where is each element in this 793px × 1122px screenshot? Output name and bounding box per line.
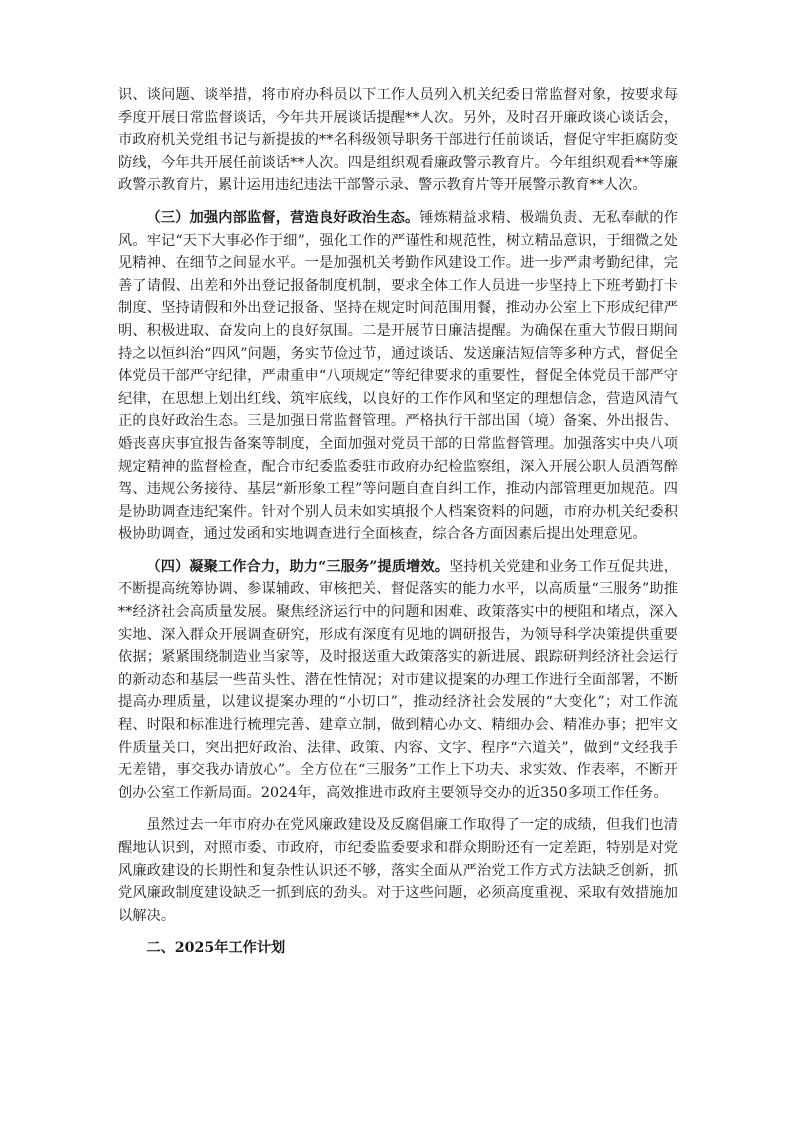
- paragraph-4: [118, 814, 678, 927]
- paragraph-2-lead: （三）加强内部监督，营造良好政治生态。: [146, 209, 420, 226]
- paragraph-3: [118, 556, 678, 805]
- paragraph-3-text: 坚持机关党建和业务工作互促共进，不断提高统筹协调、参谋辅政、审核把关、督促落实的能力水平，以高质量“三服务”助推**经济社会高质量发展。聚焦经济运行中的问题和困难、政策落实中的梗阻和堵点，深入实地、深入群众开展调查研究，形成有深度有见地的调研报告，为领导科学决策提供重要依据；紧紧围绕制造业当家等，及时报送重大政策落实的新进展、跟踪研判经济社会运行的新动态和基层一些苗头性、潜在性情况；对市建议提案的办理工作进行全面部署，不断提高办理质量，以建议提案办理的“小切口”，推动经济社会发展的“大变化”；对工作流程、时限和标准进行梳理完善、建章立制，做到精心办文、精细办会、精准办事；把牢文件质量关口，突出把好政治、法律、政策、内容、文字、程序“六道关”，做到“文经我手无差错，事交我办请放心”。全方位在“三服务”工作上下功夫、求实效、作表率，不断开创办公室工作新局面。2024年，高效推进市政府主要领导交办的近350多项工作任务。: [118, 558, 678, 801]
- paragraph-2-text: 锤炼精益求精、极端负责、无私奉献的作风。牢记“天下大事必作于细”，强化工作的严谨性和规范性，树立精品意识，于细微之处见精神、在细节之间显水平。一是加强机关考勤作风建设工作。进一步严肃考勤纪律，完善了请假、出差和外出登记报备制度机制，要求全体工作人员进一步坚持上下班考勤打卡制度、坚持请假和外出登记报备、坚持在规定时间范围用餐，推动办公室上下形成纪律严明、积极进取、奋发向上的良好氛围。二是开展节日廉洁提醒。为确保在重大节假日期间持之以恒纠治“四风”问题，务实节俭过节，通过谈话、发送廉洁短信等多种方式，督促全体党员干部严守纪律，严肃重申“八项规定”等纪律要求的重要性，督促全体党员干部严守纪律，在思想上划出红线、筑牢底线，以良好的工作作风和坚定的理想信念，营造风清气正的良好政治生态。三是加强日常监督管理。严格执行干部出国（境）备案、外出报告、婚丧喜庆事宜报告备案等制度，全面加强对党员干部的日常监督管理。加强落实中央八项规定精神的监督检查，配合市纪委监委驻市政府办纪检监察组，深入开展公职人员酒驾醉驾、违规公务接待、基层“新形象工程”等问题自查自纠工作，推动内部管理更加规范。四是协助调查违纪案件。针对个别人员未如实填报个人档案资料的问题，市府办机关纪委积极协助调查，通过发函和实地调查进行全面核查，综合各方面因素后提出处理意见。: [118, 209, 678, 543]
- paragraph-2: [118, 207, 678, 546]
- paragraph-1: [118, 84, 678, 197]
- section-heading: 二、2025年工作计划: [146, 940, 286, 957]
- paragraph-4-text: 虽然过去一年市府办在党风廉政建设及反腐倡廉工作取得了一定的成绩，但我们也清醒地认识到，对照市委、市政府，市纪委监委要求和群众期盼还有一定差距，特别是对党风廉政建设的长期性和复杂性认识还不够，落实全面从严治党工作方式方法缺乏创新，抓党风廉政制度建设缺乏一抓到底的劲头。对于这些问题，必须高度重视、采取有效措施加以解决。: [118, 817, 678, 924]
- paragraph-1-text: 识、谈问题、谈举措，将市府办科员以下工作人员列入机关纪委日常监督对象，按要求每季度开展日常监督谈话，今年共开展谈话提醒**人次。另外，及时召开廉政谈心谈话会，市政府机关党组书记与新提拔的**名科级领导职务干部进行任前谈话，督促守牢拒腐防变防线，今年共开展任前谈话**人次。四是组织观看廉政警示教育片。今年组织观看**等廉政警示教育片，累计运用违纪违法干部警示录、警示教育片等开展警示教育**人次。: [118, 87, 678, 194]
- paragraph-3-lead: （四）凝聚工作合力，助力“三服务”提质增效。: [146, 558, 450, 575]
- document-page: [118, 84, 678, 960]
